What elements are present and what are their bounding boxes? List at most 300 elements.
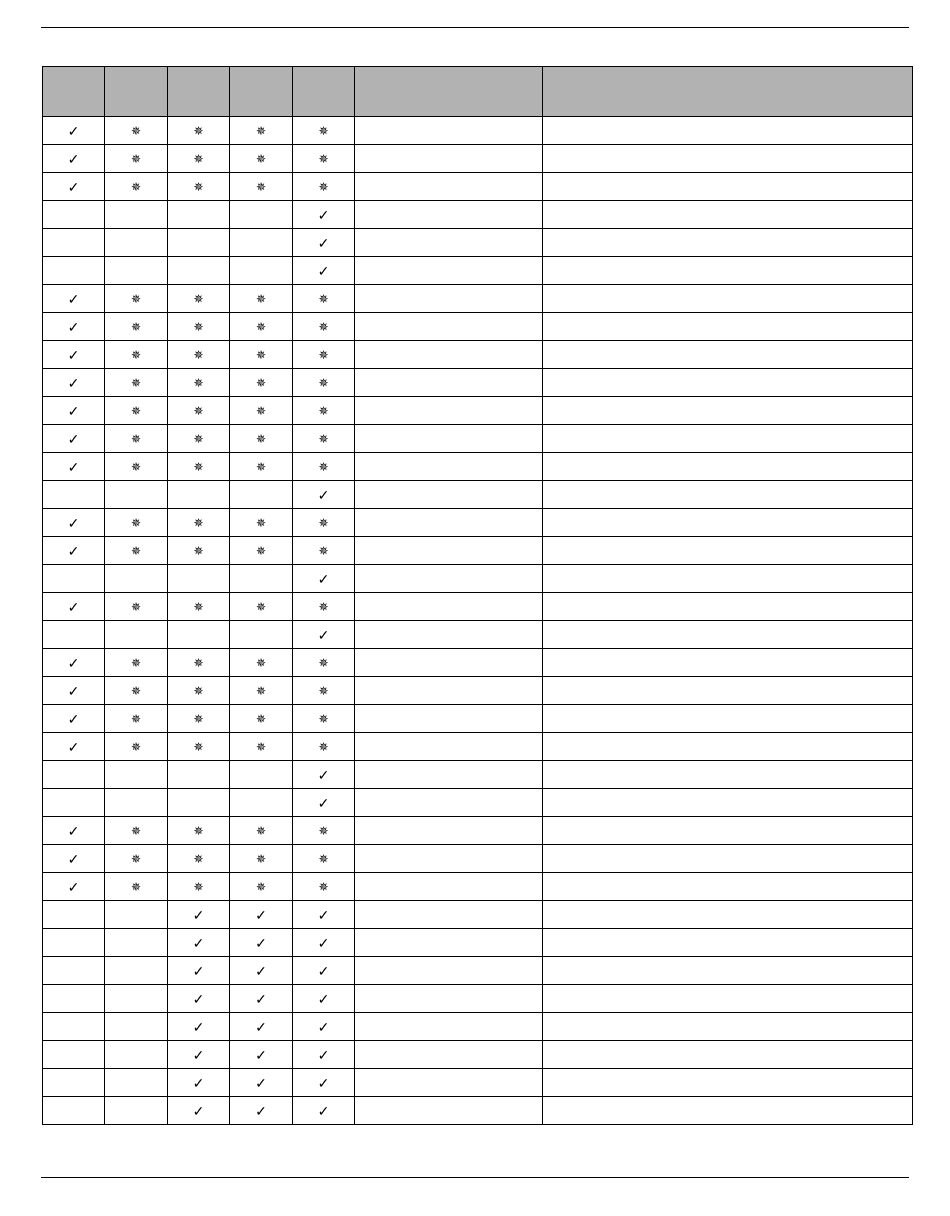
table-row (43, 705, 913, 733)
table-cell (293, 705, 355, 733)
top-rule (41, 27, 909, 28)
table-cell (355, 1097, 543, 1125)
table-cell (168, 649, 230, 677)
table-cell (543, 397, 913, 425)
asterisk-icon: ✵ (193, 320, 204, 334)
asterisk-icon: ✵ (318, 824, 329, 838)
asterisk-icon: ✵ (318, 292, 329, 306)
table-cell (168, 453, 230, 481)
table-row (43, 1013, 913, 1041)
asterisk-icon: ✵ (255, 320, 267, 334)
checkmark-icon: ✓ (255, 1046, 267, 1063)
table-cell (168, 341, 230, 369)
checkmark-icon: ✓ (67, 178, 80, 195)
table-cell (293, 789, 355, 817)
table-cell (355, 313, 543, 341)
table-cell (105, 1097, 168, 1125)
table-cell (105, 593, 168, 621)
asterisk-icon: ✵ (255, 348, 267, 362)
table-row (43, 985, 913, 1013)
table-cell (293, 565, 355, 593)
asterisk-icon: ✵ (255, 432, 267, 446)
table-cell (168, 901, 230, 929)
asterisk-icon: ✵ (255, 180, 267, 194)
column-header (105, 67, 168, 117)
table-cell (105, 201, 168, 229)
table-row (43, 957, 913, 985)
checkmark-icon: ✓ (317, 206, 330, 223)
table-cell (293, 1097, 355, 1125)
table-row (43, 145, 913, 173)
table-cell (105, 285, 168, 313)
table-cell (43, 145, 105, 173)
table-cell (543, 369, 913, 397)
checkmark-icon: ✓ (255, 1018, 267, 1035)
table-cell (168, 845, 230, 873)
table-cell (355, 649, 543, 677)
table-cell (168, 173, 230, 201)
table-cell (543, 957, 913, 985)
table-row (43, 733, 913, 761)
table-cell (230, 845, 293, 873)
table-cell (168, 201, 230, 229)
table-cell (355, 957, 543, 985)
table-cell (293, 285, 355, 313)
table-cell (230, 873, 293, 901)
table-cell (43, 677, 105, 705)
table-cell (355, 537, 543, 565)
table-row (43, 593, 913, 621)
table-cell (293, 1069, 355, 1097)
table-cell (168, 397, 230, 425)
table-cell (230, 817, 293, 845)
checkmark-icon: ✓ (67, 542, 80, 559)
table-cell (230, 229, 293, 257)
table-cell (168, 425, 230, 453)
table-cell (43, 173, 105, 201)
table-cell (43, 453, 105, 481)
table-cell (43, 117, 105, 145)
table-cell (43, 537, 105, 565)
table-row (43, 481, 913, 509)
table-cell (293, 369, 355, 397)
table-row (43, 901, 913, 929)
table-cell (293, 201, 355, 229)
table-cell (293, 1013, 355, 1041)
asterisk-icon: ✵ (255, 880, 267, 894)
table-cell (543, 537, 913, 565)
table-cell (543, 285, 913, 313)
table-cell (230, 453, 293, 481)
table-cell (105, 929, 168, 957)
column-header (543, 67, 913, 117)
asterisk-icon: ✵ (130, 180, 142, 194)
table-cell (543, 173, 913, 201)
table-cell (543, 481, 913, 509)
asterisk-icon: ✵ (193, 740, 204, 754)
asterisk-icon: ✵ (255, 460, 267, 474)
asterisk-icon: ✵ (193, 376, 204, 390)
table-cell (168, 929, 230, 957)
asterisk-icon: ✵ (193, 516, 204, 530)
table-cell (543, 901, 913, 929)
checkmark-icon: ✓ (67, 598, 80, 615)
table-cell (230, 1069, 293, 1097)
table-cell (105, 145, 168, 173)
table-row (43, 369, 913, 397)
table-cell (543, 341, 913, 369)
table-cell (355, 509, 543, 537)
asterisk-icon: ✵ (318, 460, 329, 474)
table-cell (543, 677, 913, 705)
asterisk-icon: ✵ (130, 404, 142, 418)
table-cell (355, 341, 543, 369)
checkmark-icon: ✓ (192, 1046, 205, 1063)
checkmark-icon: ✓ (255, 1102, 267, 1119)
table-cell (230, 397, 293, 425)
table-row (43, 677, 913, 705)
table-cell (293, 929, 355, 957)
table-row (43, 817, 913, 845)
table-cell (293, 341, 355, 369)
table-cell (168, 593, 230, 621)
table-cell (355, 481, 543, 509)
table-cell (355, 369, 543, 397)
table-cell (355, 1069, 543, 1097)
table-cell (43, 845, 105, 873)
table-cell (355, 677, 543, 705)
table-cell (293, 453, 355, 481)
table-cell (105, 789, 168, 817)
table-cell (168, 761, 230, 789)
table-cell (543, 1013, 913, 1041)
table-cell (293, 481, 355, 509)
table-cell (43, 565, 105, 593)
table-cell (230, 117, 293, 145)
table-row (43, 425, 913, 453)
asterisk-icon: ✵ (318, 684, 329, 698)
table-cell (293, 649, 355, 677)
table-cell (230, 537, 293, 565)
asterisk-icon: ✵ (130, 152, 142, 166)
table-cell (293, 621, 355, 649)
checkmark-icon: ✓ (67, 822, 80, 839)
asterisk-icon: ✵ (318, 880, 329, 894)
asterisk-icon: ✵ (193, 124, 204, 138)
table-cell (230, 173, 293, 201)
asterisk-icon: ✵ (318, 852, 329, 866)
table-row (43, 761, 913, 789)
checkmark-icon: ✓ (192, 962, 205, 979)
checkmark-icon: ✓ (317, 766, 330, 783)
table-cell (105, 229, 168, 257)
table-cell (355, 565, 543, 593)
table-cell (293, 817, 355, 845)
table-cell (168, 481, 230, 509)
table-cell (43, 229, 105, 257)
asterisk-icon: ✵ (193, 460, 204, 474)
checkmark-icon: ✓ (317, 990, 330, 1007)
checkmark-icon: ✓ (317, 1102, 330, 1119)
table-cell (43, 733, 105, 761)
table-cell (230, 733, 293, 761)
table-cell (355, 1013, 543, 1041)
table-cell (168, 145, 230, 173)
checkmark-icon: ✓ (67, 122, 80, 139)
table-cell (105, 845, 168, 873)
table-row (43, 1097, 913, 1125)
table-row (43, 1041, 913, 1069)
table-row (43, 453, 913, 481)
checkmark-icon: ✓ (67, 710, 80, 727)
asterisk-icon: ✵ (255, 544, 267, 558)
table-cell (43, 1041, 105, 1069)
checkmark-icon: ✓ (192, 990, 205, 1007)
table-cell (355, 257, 543, 285)
table-cell (293, 397, 355, 425)
asterisk-icon: ✵ (193, 348, 204, 362)
table-cell (105, 1069, 168, 1097)
table-cell (43, 649, 105, 677)
table-cell (168, 705, 230, 733)
table-cell (43, 397, 105, 425)
table-cell (230, 565, 293, 593)
table-cell (293, 117, 355, 145)
checkmark-icon: ✓ (317, 794, 330, 811)
asterisk-icon: ✵ (318, 320, 329, 334)
checkmark-icon: ✓ (192, 1102, 205, 1119)
asterisk-icon: ✵ (318, 180, 329, 194)
column-header (293, 67, 355, 117)
table-cell (230, 425, 293, 453)
table-row (43, 649, 913, 677)
table-cell (543, 621, 913, 649)
table-cell (543, 229, 913, 257)
table-cell (168, 1041, 230, 1069)
checkmark-icon: ✓ (192, 906, 205, 923)
table-cell (543, 425, 913, 453)
table-cell (355, 621, 543, 649)
table-cell (543, 257, 913, 285)
asterisk-icon: ✵ (255, 124, 267, 138)
table-cell (105, 397, 168, 425)
table-cell (168, 677, 230, 705)
table-cell (355, 789, 543, 817)
checkmark-icon: ✓ (255, 962, 267, 979)
checkmark-icon: ✓ (67, 374, 80, 391)
asterisk-icon: ✵ (130, 348, 142, 362)
table-cell (230, 985, 293, 1013)
asterisk-icon: ✵ (318, 432, 329, 446)
asterisk-icon: ✵ (255, 404, 267, 418)
table-cell (105, 817, 168, 845)
table-cell (105, 1013, 168, 1041)
column-header (43, 67, 105, 117)
asterisk-icon: ✵ (255, 376, 267, 390)
table-cell (355, 145, 543, 173)
table-cell (355, 845, 543, 873)
table-cell (168, 537, 230, 565)
table-cell (543, 705, 913, 733)
table-cell (543, 873, 913, 901)
checkmark-icon: ✓ (67, 850, 80, 867)
table-cell (355, 173, 543, 201)
asterisk-icon: ✵ (193, 656, 204, 670)
table-cell (230, 481, 293, 509)
table-cell (230, 705, 293, 733)
checkmark-icon: ✓ (255, 1074, 267, 1091)
table-cell (43, 789, 105, 817)
table-cell (543, 145, 913, 173)
table-row (43, 509, 913, 537)
table-cell (43, 593, 105, 621)
table-cell (230, 1097, 293, 1125)
asterisk-icon: ✵ (193, 880, 204, 894)
checkmark-icon: ✓ (67, 738, 80, 755)
checkmark-icon: ✓ (317, 1074, 330, 1091)
checkmark-icon: ✓ (317, 570, 330, 587)
table-row (43, 397, 913, 425)
table-cell (43, 257, 105, 285)
table-cell (230, 761, 293, 789)
table-cell (355, 453, 543, 481)
asterisk-icon: ✵ (255, 740, 267, 754)
table-cell (230, 789, 293, 817)
asterisk-icon: ✵ (255, 292, 267, 306)
table-cell (43, 313, 105, 341)
table-cell (355, 761, 543, 789)
table-cell (105, 621, 168, 649)
asterisk-icon: ✵ (193, 180, 204, 194)
asterisk-icon: ✵ (193, 292, 204, 306)
table-cell (355, 817, 543, 845)
table-cell (105, 481, 168, 509)
asterisk-icon: ✵ (130, 460, 142, 474)
table-cell (43, 341, 105, 369)
table-row (43, 929, 913, 957)
checkmark-icon: ✓ (67, 346, 80, 363)
table-cell (543, 985, 913, 1013)
table-cell (168, 873, 230, 901)
table-cell (543, 733, 913, 761)
table-cell (355, 117, 543, 145)
asterisk-icon: ✵ (130, 656, 142, 670)
checkmark-icon: ✓ (67, 458, 80, 475)
table-cell (43, 761, 105, 789)
table-cell (293, 845, 355, 873)
compatibility-table (42, 66, 913, 1125)
table-cell (230, 313, 293, 341)
table-cell (293, 145, 355, 173)
table-cell (543, 1041, 913, 1069)
table-header-row (43, 67, 913, 117)
table-cell (105, 257, 168, 285)
table-cell (543, 845, 913, 873)
table-cell (105, 313, 168, 341)
asterisk-icon: ✵ (255, 684, 267, 698)
table-cell (293, 257, 355, 285)
table-cell (43, 1069, 105, 1097)
asterisk-icon: ✵ (318, 712, 329, 726)
table-cell (355, 1041, 543, 1069)
table-cell (168, 313, 230, 341)
table-cell (543, 1097, 913, 1125)
table-cell (43, 957, 105, 985)
asterisk-icon: ✵ (193, 600, 204, 614)
asterisk-icon: ✵ (193, 852, 204, 866)
checkmark-icon: ✓ (67, 682, 80, 699)
table-cell (230, 369, 293, 397)
table-cell (293, 173, 355, 201)
table-row (43, 313, 913, 341)
asterisk-icon: ✵ (130, 712, 142, 726)
table-cell (230, 257, 293, 285)
table-cell (105, 901, 168, 929)
checkmark-icon: ✓ (255, 906, 267, 923)
table-cell (230, 1013, 293, 1041)
checkmark-icon: ✓ (67, 402, 80, 419)
table-cell (43, 425, 105, 453)
table-cell (43, 929, 105, 957)
table-cell (355, 985, 543, 1013)
table-cell (293, 733, 355, 761)
table-cell (105, 369, 168, 397)
column-header (355, 67, 543, 117)
table-cell (43, 1013, 105, 1041)
table-row (43, 285, 913, 313)
table-cell (168, 1097, 230, 1125)
checkmark-icon: ✓ (317, 262, 330, 279)
checkmark-icon: ✓ (67, 430, 80, 447)
asterisk-icon: ✵ (193, 544, 204, 558)
checkmark-icon: ✓ (192, 1018, 205, 1035)
asterisk-icon: ✵ (318, 656, 329, 670)
table-cell (105, 173, 168, 201)
asterisk-icon: ✵ (130, 432, 142, 446)
table-row (43, 845, 913, 873)
asterisk-icon: ✵ (318, 124, 329, 138)
checkmark-icon: ✓ (192, 1074, 205, 1091)
table-cell (293, 425, 355, 453)
table-cell (230, 341, 293, 369)
asterisk-icon: ✵ (193, 152, 204, 166)
table-cell (43, 621, 105, 649)
table-cell (355, 201, 543, 229)
asterisk-icon: ✵ (255, 516, 267, 530)
table-row (43, 173, 913, 201)
table-cell (230, 677, 293, 705)
asterisk-icon: ✵ (130, 544, 142, 558)
asterisk-icon: ✵ (255, 712, 267, 726)
table-cell (105, 425, 168, 453)
asterisk-icon: ✵ (130, 824, 142, 838)
table-cell (543, 593, 913, 621)
table-cell (43, 369, 105, 397)
table-cell (230, 1041, 293, 1069)
checkmark-icon: ✓ (255, 990, 267, 1007)
table-cell (293, 229, 355, 257)
table-cell (168, 285, 230, 313)
asterisk-icon: ✵ (318, 152, 329, 166)
table-cell (168, 789, 230, 817)
table-row (43, 565, 913, 593)
table-cell (105, 985, 168, 1013)
checkmark-icon: ✓ (67, 290, 80, 307)
table-cell (168, 509, 230, 537)
asterisk-icon: ✵ (130, 124, 142, 138)
table-cell (105, 873, 168, 901)
table-row (43, 621, 913, 649)
